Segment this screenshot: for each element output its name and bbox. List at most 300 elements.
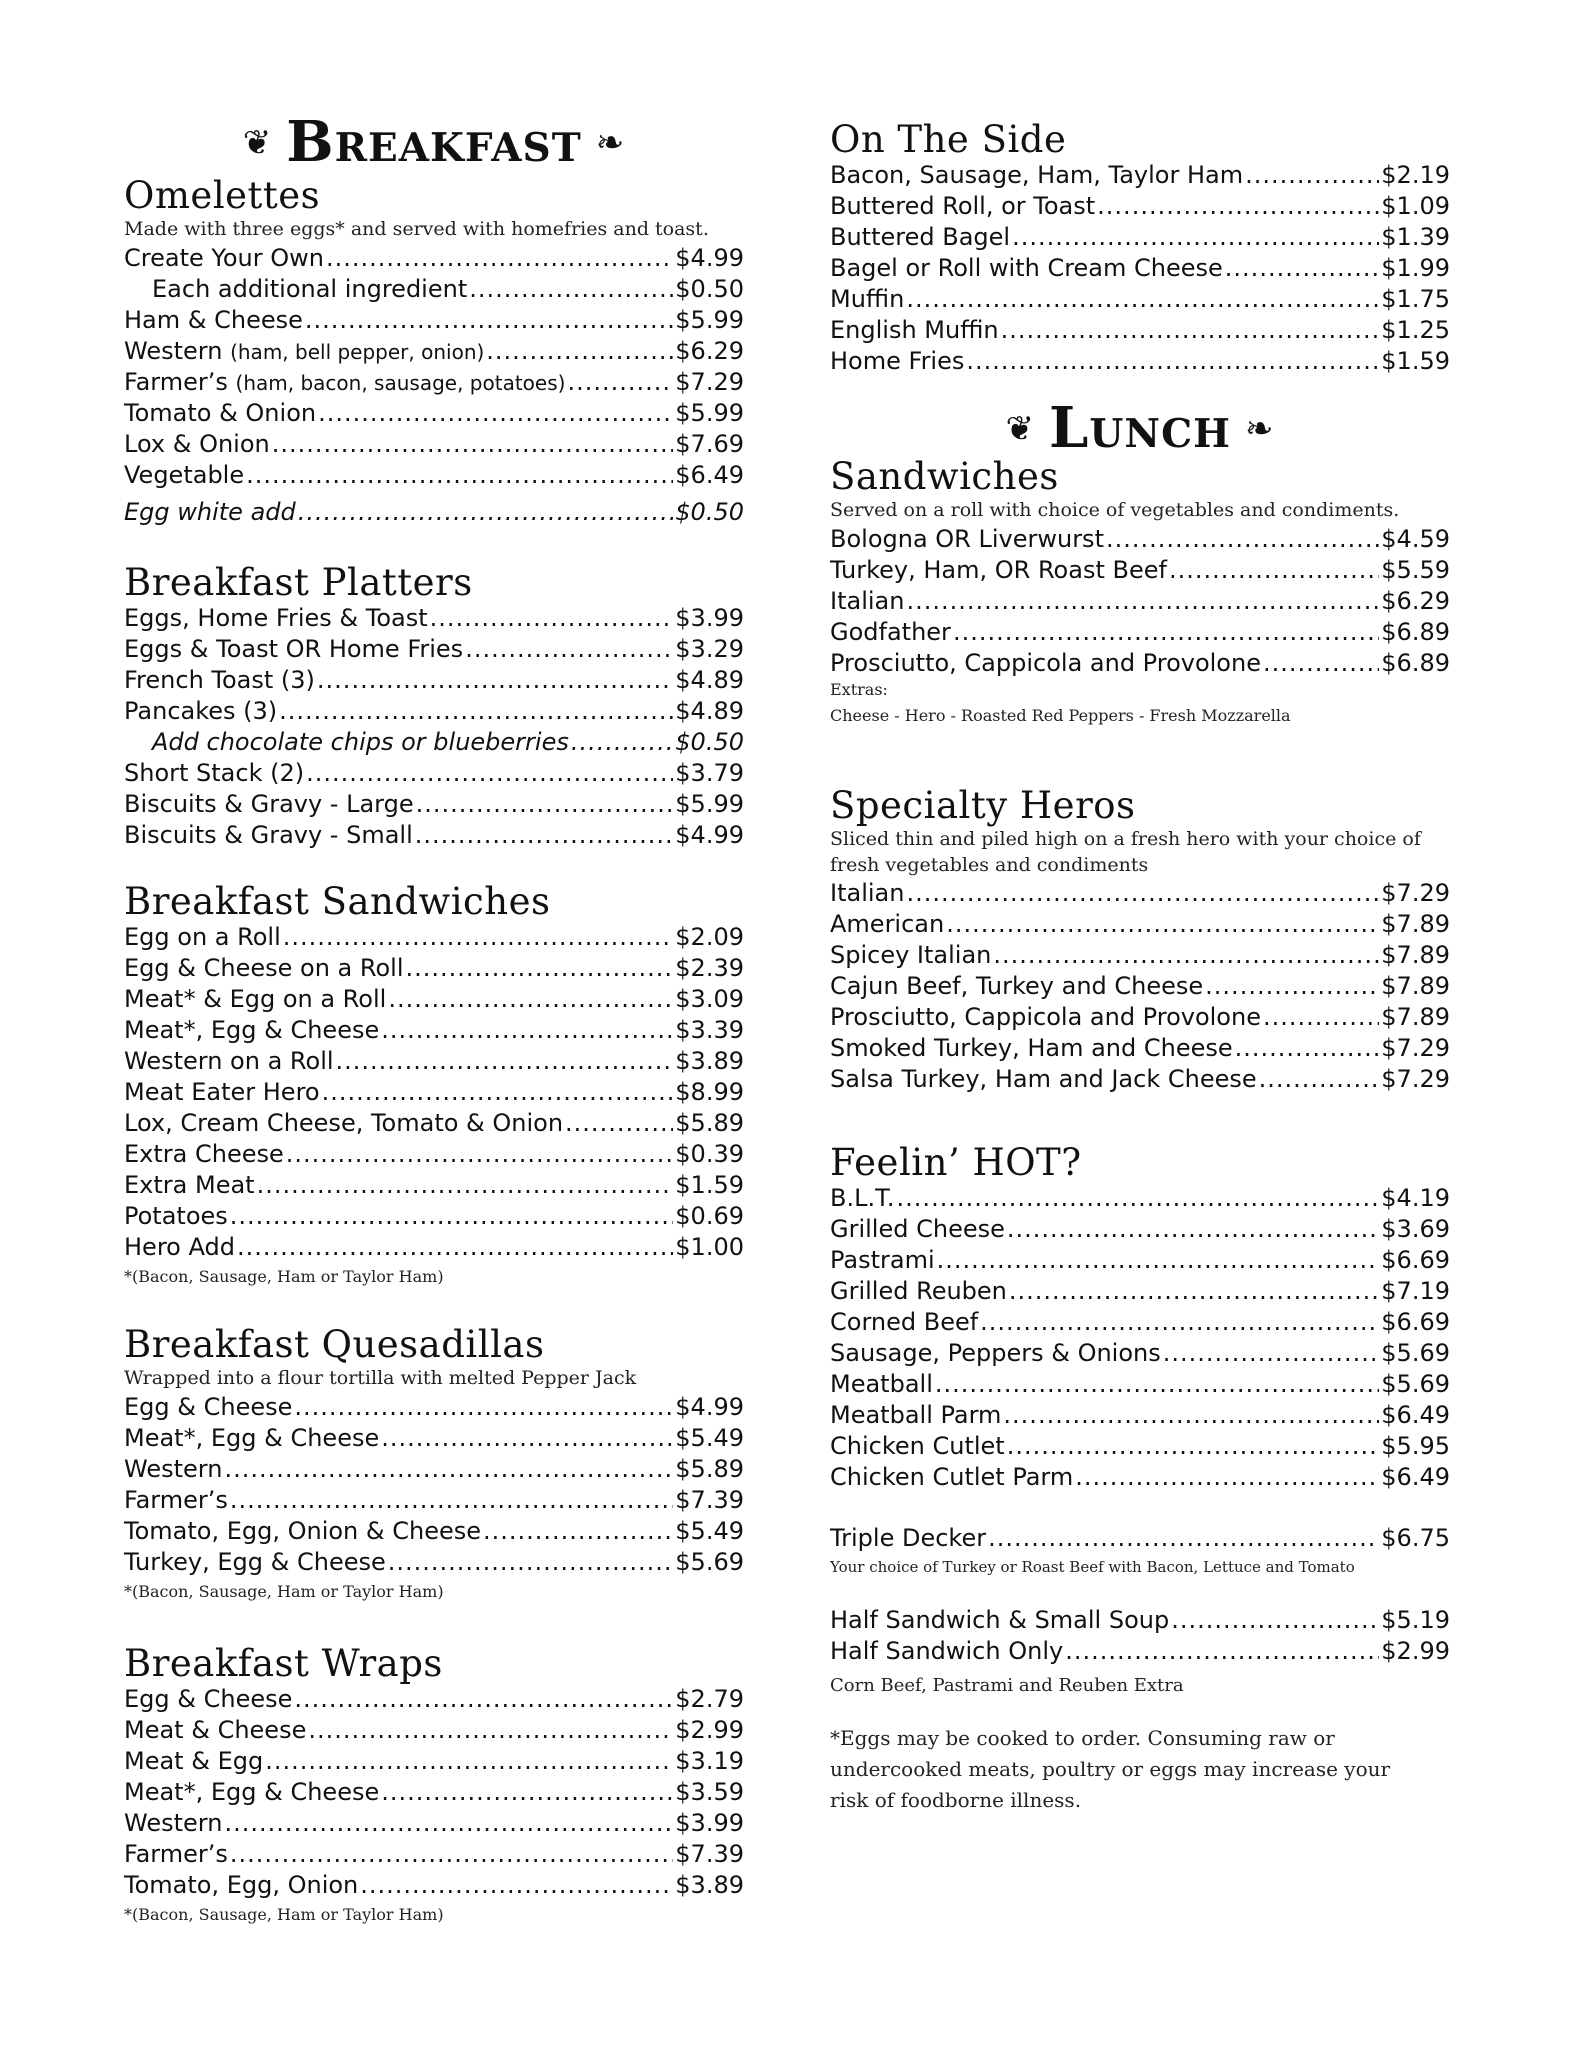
item-price: $3.99 [675, 1809, 744, 1837]
item-name: French Toast (3) [124, 666, 315, 694]
section-title: Breakfast Platters [124, 561, 473, 604]
item-name: American [830, 910, 945, 938]
menu-item [124, 1547, 744, 1578]
leader-dots [906, 586, 1379, 617]
item-name: Grilled Cheese [830, 1215, 1005, 1243]
item-price: $4.59 [1381, 525, 1450, 553]
menu-item [124, 1077, 744, 1108]
item-price: $7.39 [675, 1486, 744, 1514]
item-name: Godfather [830, 618, 951, 646]
menu-item [830, 1338, 1450, 1369]
menu-item [124, 460, 744, 491]
menu-item [830, 1245, 1450, 1276]
leader-dots [993, 940, 1379, 971]
menu-item [124, 1170, 744, 1201]
menu-item [124, 398, 744, 429]
leader-dots [1075, 1462, 1379, 1493]
item-name [124, 336, 484, 368]
item-name: Spicey Italian [830, 941, 992, 969]
item-price: $3.19 [675, 1747, 744, 1775]
menu-item [124, 984, 744, 1015]
leader-dots [322, 1077, 674, 1108]
item-price: $3.69 [1381, 1215, 1450, 1243]
menu-item [124, 922, 744, 953]
item-price: $6.29 [675, 337, 744, 365]
item-name: Bologna OR Liverwurst [830, 525, 1104, 553]
leader-dots [946, 909, 1379, 940]
item-price: $0.69 [675, 1202, 744, 1230]
item-name: Chicken Cutlet [830, 1432, 1005, 1460]
item-price: $7.69 [675, 430, 744, 458]
leader-dots [966, 346, 1379, 377]
item-name [124, 367, 565, 399]
item-price: $3.29 [675, 635, 744, 663]
leader-dots [283, 922, 674, 953]
menu-item [830, 617, 1450, 648]
menu-item [830, 1462, 1450, 1493]
menu-item [830, 253, 1450, 284]
item-price: $5.49 [675, 1517, 744, 1545]
leader-dots [224, 1454, 673, 1485]
item-name: Extra Cheese [124, 1140, 284, 1168]
menu-item [830, 1214, 1450, 1245]
item-price: $7.89 [1381, 1003, 1450, 1031]
leader-dots [571, 727, 673, 758]
item-name: Bagel or Roll with Cream Cheese [830, 254, 1223, 282]
menu-item [124, 1715, 744, 1746]
lunch-heading [830, 395, 1450, 461]
quesadillas-section [124, 1325, 744, 1605]
leader-dots [257, 1170, 674, 1201]
menu-item [124, 274, 744, 305]
menu-item [830, 1033, 1450, 1064]
leader-dots [567, 367, 673, 398]
menu-item [124, 696, 744, 727]
menu-item [124, 1139, 744, 1170]
item-name: Half Sandwich Only [830, 1637, 1064, 1665]
item-price: $4.99 [675, 244, 744, 272]
item-name: Meatball [830, 1370, 933, 1398]
leader-dots [1007, 1214, 1379, 1245]
item-price: $2.19 [1381, 161, 1450, 189]
disclaimer: *Eggs may be cooked to order. Consuming raw or undercooked meats, poultry or eggs may increase your risk of foodborne illness. [830, 1726, 1391, 1812]
leader-dots [381, 1015, 673, 1046]
wraps-section [124, 1644, 744, 1928]
item-name: Western [124, 1455, 223, 1483]
leader-dots [305, 305, 673, 336]
item-name-sub: (ham, bell pepper, onion) [230, 340, 485, 364]
section-footnote: *(Bacon, Sausage, Ham or Taylor Ham) [124, 1905, 444, 1924]
menu-item [830, 346, 1450, 377]
menu-item [830, 1276, 1450, 1307]
leader-dots [1097, 191, 1379, 222]
leader-dots [1263, 648, 1379, 679]
item-price: $7.29 [675, 368, 744, 396]
leader-dots [1235, 1033, 1380, 1064]
item-name: Potatoes [124, 1202, 228, 1230]
menu-item [830, 1183, 1450, 1214]
item-price: $4.99 [675, 1393, 744, 1421]
half-note: Corn Beef, Pastrami and Reuben Extra [830, 1675, 1184, 1696]
item-price: $6.69 [1381, 1246, 1450, 1274]
item-price: $2.39 [675, 954, 744, 982]
item-name: Triple Decker [830, 1524, 987, 1552]
item-price: $5.69 [675, 1548, 744, 1576]
lunch-heading-text: Lunch [1049, 395, 1231, 461]
item-name: Tomato & Onion [124, 399, 317, 427]
leader-dots [237, 1232, 673, 1263]
item-name: Meat*, Egg & Cheese [124, 1424, 380, 1452]
item-name-main: Western [124, 337, 223, 365]
item-price: $6.75 [1381, 1524, 1450, 1552]
leader-dots [272, 429, 674, 460]
leader-dots [1169, 555, 1379, 586]
leader-dots [1007, 1431, 1380, 1462]
menu-item [830, 524, 1450, 555]
menu-item [124, 758, 744, 789]
leader-dots [937, 1245, 1380, 1276]
item-price: $7.89 [1381, 910, 1450, 938]
menu-item [830, 1523, 1450, 1554]
leader-dots [294, 1684, 673, 1715]
menu-item [124, 1839, 744, 1870]
item-price: $1.75 [1381, 285, 1450, 313]
section-footnote: *(Bacon, Sausage, Ham or Taylor Ham) [124, 1582, 444, 1601]
item-name: Meatball Parm [830, 1401, 1002, 1429]
breakfast-heading-text: Breakfast [286, 109, 582, 175]
item-name: Salsa Turkey, Ham and Jack Cheese [830, 1065, 1257, 1093]
leader-dots [469, 274, 673, 305]
leader-dots [317, 665, 673, 696]
menu-item [124, 820, 744, 851]
item-price: $5.89 [675, 1455, 744, 1483]
leader-dots [306, 758, 673, 789]
leader-dots [230, 1201, 674, 1232]
leader-dots [1106, 524, 1379, 555]
specialty-heros-section [830, 786, 1450, 1095]
menu-item [830, 1636, 1450, 1667]
leader-dots [1009, 1276, 1379, 1307]
item-name: Buttered Bagel [830, 223, 1011, 251]
item-name: B.L.T. [830, 1184, 895, 1212]
item-price: $1.00 [675, 1233, 744, 1261]
leader-dots [897, 1183, 1380, 1214]
section-title: Breakfast Wraps [124, 1642, 443, 1685]
item-name: Meat & Egg [124, 1747, 264, 1775]
menu-item [830, 315, 1450, 346]
menu-item [830, 648, 1450, 679]
leader-dots [935, 1369, 1379, 1400]
leader-dots [1001, 315, 1380, 346]
right-ornament-icon: ❧ [1244, 409, 1275, 450]
section-title: Sandwiches [830, 455, 1059, 498]
item-name: Meat & Cheese [124, 1716, 307, 1744]
item-price: $6.29 [1381, 587, 1450, 615]
leader-dots [1163, 1338, 1380, 1369]
item-price: $4.89 [675, 697, 744, 725]
leader-dots [388, 1547, 674, 1578]
item-price: $3.09 [675, 985, 744, 1013]
menu-item [124, 1485, 744, 1516]
item-name: Italian [830, 587, 905, 615]
item-name: Egg & Cheese [124, 1393, 293, 1421]
menu-item [124, 1423, 744, 1454]
item-name: Tomato, Egg, Onion [124, 1871, 359, 1899]
item-price: $5.69 [1381, 1370, 1450, 1398]
item-price: $5.99 [675, 306, 744, 334]
leader-dots [381, 1423, 673, 1454]
item-price: $3.59 [675, 1778, 744, 1806]
item-name: Meat Eater Hero [124, 1078, 320, 1106]
item-price: $6.49 [675, 461, 744, 489]
item-name: Buttered Roll, or Toast [830, 192, 1096, 220]
menu-item [124, 243, 744, 274]
triple-note: Your choice of Turkey or Roast Beef with Bacon, Lettuce and Tomato [830, 1558, 1355, 1576]
item-price: $8.99 [675, 1078, 744, 1106]
item-price: $6.89 [1381, 649, 1450, 677]
item-price: $4.19 [1381, 1184, 1450, 1212]
menu-item [124, 953, 744, 984]
item-name: Muffin [830, 285, 905, 313]
leader-dots [308, 1715, 673, 1746]
item-price: $7.29 [1381, 1034, 1450, 1062]
menu-item [124, 1232, 744, 1263]
menu-item [124, 1746, 744, 1777]
item-name: Hero Add [124, 1233, 235, 1261]
item-name: English Muffin [830, 316, 999, 344]
leader-dots [230, 1485, 673, 1516]
item-name: Corned Beef [830, 1308, 979, 1336]
item-name: Western [124, 1809, 223, 1837]
menu-item [124, 429, 744, 460]
item-price: $1.09 [1381, 192, 1450, 220]
item-name: Pancakes (3) [124, 697, 278, 725]
leader-dots [326, 243, 673, 274]
item-name: Eggs & Toast OR Home Fries [124, 635, 464, 663]
menu-item [124, 634, 744, 665]
item-price: $1.25 [1381, 316, 1450, 344]
item-name: Tomato, Egg, Onion & Cheese [124, 1517, 481, 1545]
item-name: Egg & Cheese on a Roll [124, 954, 404, 982]
item-name: Smoked Turkey, Ham and Cheese [830, 1034, 1233, 1062]
item-name: Cajun Beef, Turkey and Cheese [830, 972, 1204, 1000]
item-price: $5.99 [675, 790, 744, 818]
leader-dots [286, 1139, 674, 1170]
leader-dots [565, 1108, 673, 1139]
menu-item [124, 1516, 744, 1547]
leader-dots [224, 1808, 673, 1839]
item-name: Home Fries [830, 347, 965, 375]
feelin-hot-section [830, 1143, 1450, 1816]
leader-dots [1205, 971, 1379, 1002]
leader-dots [483, 1516, 673, 1547]
leader-dots [486, 336, 673, 367]
item-price: $5.59 [1381, 556, 1450, 584]
menu-item [124, 1201, 744, 1232]
menu-item [124, 1392, 744, 1423]
section-note: Sliced thin and piled high on a fresh hero with your choice of fresh vegetables and condiments [830, 828, 1421, 876]
item-price: $5.95 [1381, 1432, 1450, 1460]
menu-item [830, 1369, 1450, 1400]
item-name: Half Sandwich & Small Soup [830, 1606, 1170, 1634]
item-name: Egg white add [124, 498, 296, 526]
item-name: Chicken Cutlet Parm [830, 1463, 1074, 1491]
menu-item [830, 555, 1450, 586]
extras-list: Cheese - Hero - Roasted Red Peppers - Fresh Mozzarella [830, 706, 1291, 725]
item-price: $7.89 [1381, 941, 1450, 969]
menu-item [124, 727, 744, 758]
section-title: Omelettes [124, 174, 321, 217]
item-name: Grilled Reuben [830, 1277, 1007, 1305]
menu-item [124, 1808, 744, 1839]
item-name-sub: (ham, bacon, sausage, potatoes) [235, 371, 566, 395]
menu-item [124, 305, 744, 336]
extras-label: Extras: [830, 680, 888, 699]
section-title: Feelin’ HOT? [830, 1141, 1082, 1184]
left-ornament-icon: ❦ [1005, 409, 1036, 450]
menu-item [124, 1684, 744, 1715]
platters-section [124, 563, 744, 851]
item-price: $2.09 [675, 923, 744, 951]
section-title: Breakfast Sandwiches [124, 880, 551, 923]
menu-item [124, 789, 744, 820]
menu-item [124, 1870, 744, 1901]
item-name: Prosciutto, Cappicola and Provolone [830, 649, 1261, 677]
leader-dots [988, 1523, 1379, 1554]
item-name: Meat*, Egg & Cheese [124, 1778, 380, 1806]
leader-dots [1065, 1636, 1379, 1667]
item-name: Meat* & Egg on a Roll [124, 985, 387, 1013]
leader-dots [294, 1392, 673, 1423]
leader-dots [906, 878, 1379, 909]
item-name: Bacon, Sausage, Ham, Taylor Ham [830, 161, 1244, 189]
leader-dots [230, 1839, 673, 1870]
menu-item [830, 284, 1450, 315]
item-price: $2.99 [675, 1716, 744, 1744]
item-price: $7.89 [1381, 972, 1450, 1000]
item-name: Short Stack (2) [124, 759, 305, 787]
section-title: Breakfast Quesadillas [124, 1323, 545, 1366]
item-name: Lox, Cream Cheese, Tomato & Onion [124, 1109, 564, 1137]
item-price: $4.89 [675, 666, 744, 694]
item-price: $7.29 [1381, 879, 1450, 907]
item-name: Egg & Cheese [124, 1685, 293, 1713]
item-name: Create Your Own [124, 244, 324, 272]
item-name: Turkey, Egg & Cheese [124, 1548, 386, 1576]
leader-dots [388, 984, 673, 1015]
leader-dots [360, 1870, 673, 1901]
leader-dots [298, 497, 674, 528]
menu-item [830, 1064, 1450, 1095]
item-name-main: Farmer’s [124, 368, 228, 396]
section-note: Made with three eggs* and served with homefries and toast. [124, 218, 709, 240]
leader-dots [265, 1746, 673, 1777]
menu-item [124, 367, 744, 398]
leader-dots [1003, 1400, 1379, 1431]
item-price: $5.69 [1381, 1339, 1450, 1367]
leader-dots [318, 398, 673, 429]
item-price: $6.49 [1381, 1463, 1450, 1491]
leader-dots [381, 1777, 673, 1808]
leader-dots [980, 1307, 1379, 1338]
item-price: $7.19 [1381, 1277, 1450, 1305]
item-name: Farmer’s [124, 1486, 228, 1514]
leader-dots [430, 603, 674, 634]
item-name: Prosciutto, Cappicola and Provolone [830, 1003, 1261, 1031]
leader-dots [415, 820, 674, 851]
item-name: Ham & Cheese [124, 306, 303, 334]
item-name: Biscuits & Gravy - Large [124, 790, 414, 818]
menu-item [830, 191, 1450, 222]
menu-item [124, 1046, 744, 1077]
item-price: $0.50 [675, 728, 744, 756]
leader-dots [1259, 1064, 1380, 1095]
item-price: $7.29 [1381, 1065, 1450, 1093]
leader-dots [416, 789, 674, 820]
menu-item [124, 603, 744, 634]
leader-dots [1263, 1002, 1379, 1033]
menu-item [124, 1454, 744, 1485]
leader-dots [1171, 1605, 1379, 1636]
item-price: $0.50 [675, 275, 744, 303]
menu-item [830, 1002, 1450, 1033]
item-name: Biscuits & Gravy - Small [124, 821, 413, 849]
item-name: Add chocolate chips or blueberries [152, 728, 569, 756]
item-name: Extra Meat [124, 1171, 255, 1199]
section-note: Wrapped into a flour tortilla with melted Pepper Jack [124, 1367, 637, 1389]
item-name: Italian [830, 879, 905, 907]
left-ornament-icon: ❦ [242, 123, 273, 164]
leader-dots [953, 617, 1379, 648]
item-name: Each additional ingredient [152, 275, 468, 303]
item-price: $5.99 [675, 399, 744, 427]
menu-item [830, 1605, 1450, 1636]
item-name: Vegetable [124, 461, 245, 489]
omelettes-section [124, 176, 744, 528]
menu-item [830, 222, 1450, 253]
menu-item [830, 160, 1450, 191]
menu-item [830, 909, 1450, 940]
leader-dots [405, 953, 673, 984]
menu-item [124, 665, 744, 696]
menu-item [830, 1431, 1450, 1462]
item-price: $6.49 [1381, 1401, 1450, 1429]
section-note: Served on a roll with choice of vegetables and condiments. [830, 499, 1400, 521]
leader-dots [1012, 222, 1379, 253]
item-price: $0.50 [675, 498, 744, 526]
section-footnote: *(Bacon, Sausage, Ham or Taylor Ham) [124, 1267, 444, 1286]
menu-item [124, 1777, 744, 1808]
item-price: $1.59 [1381, 347, 1450, 375]
menu-item [830, 1307, 1450, 1338]
leader-dots [336, 1046, 674, 1077]
menu-item [830, 940, 1450, 971]
item-price: $1.99 [1381, 254, 1450, 282]
item-price: $3.79 [675, 759, 744, 787]
item-price: $5.49 [675, 1424, 744, 1452]
item-name: Meat*, Egg & Cheese [124, 1016, 380, 1044]
item-name: Turkey, Ham, OR Roast Beef [830, 556, 1167, 584]
item-name: Pastrami [830, 1246, 935, 1274]
menu-item [830, 971, 1450, 1002]
on-the-side-section [830, 120, 1450, 377]
item-price: $3.99 [675, 604, 744, 632]
menu-item [830, 1400, 1450, 1431]
item-price: $5.19 [1381, 1606, 1450, 1634]
item-price: $3.39 [675, 1016, 744, 1044]
item-price: $2.99 [1381, 1637, 1450, 1665]
leader-dots [1245, 160, 1379, 191]
